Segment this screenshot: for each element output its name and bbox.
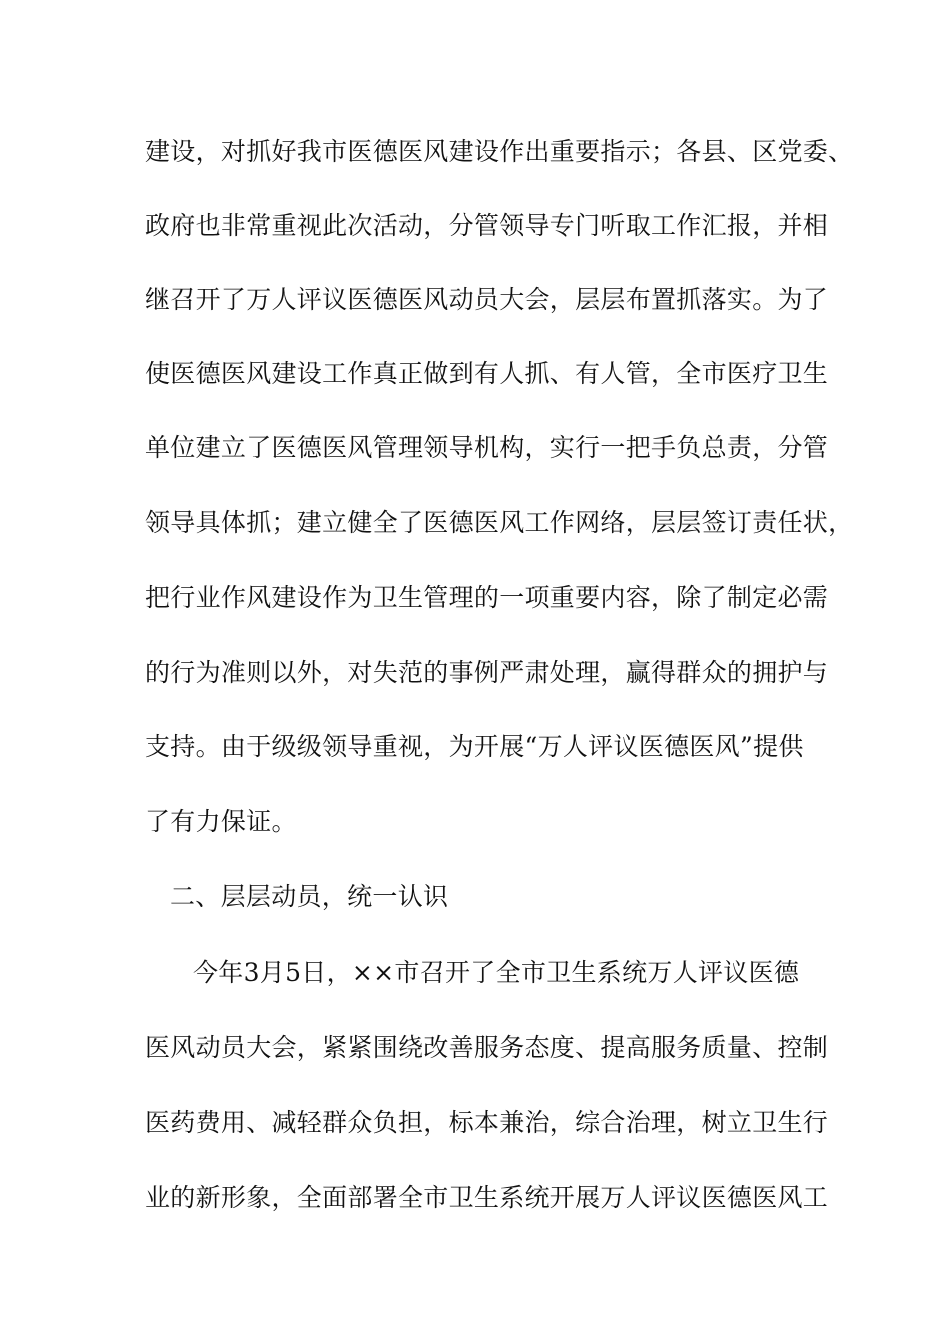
paragraph-line: 建设，对抓好我市医德医风建设作出重要指示；各县、区党委、: [145, 137, 854, 166]
paragraph-line: 继召开了万人评议医德医风动员大会，层层布置抓落实。为了: [145, 285, 829, 314]
section-heading: 二、层层动员，统一认识: [170, 882, 449, 911]
paragraph-line: 单位建立了医德医风管理领导机构，实行一把手负总责，分管: [145, 433, 829, 462]
paragraph-line: 了有力保证。: [145, 807, 297, 836]
paragraph-line: 的行为准则以外，对失范的事例严肃处理，赢得群众的拥护与: [145, 658, 829, 687]
paragraph-line: 医药费用、减轻群众负担，标本兼治，综合治理，树立卫生行: [145, 1108, 829, 1137]
paragraph-line: 支持。由于级级领导重视，为开展“万人评议医德医风”提供: [145, 732, 804, 761]
paragraph-line: 把行业作风建设作为卫生管理的一项重要内容，除了制定必需: [145, 583, 829, 612]
paragraph-line: 使医德医风建设工作真正做到有人抓、有人管，全市医疗卫生: [145, 359, 829, 388]
paragraph-line: 业的新形象，全面部署全市卫生系统开展万人评议医德医风工: [145, 1183, 829, 1212]
paragraph-line: 领导具体抓；建立健全了医德医风工作网络，层层签订责任状，: [145, 508, 854, 537]
paragraph-line: 政府也非常重视此次活动，分管领导专门听取工作汇报，并相: [145, 211, 829, 240]
paragraph-line: 医风动员大会，紧紧围绕改善服务态度、提高服务质量、控制: [145, 1033, 829, 1062]
paragraph-line: 今年3月5日，××市召开了全市卫生系统万人评议医德: [193, 958, 800, 987]
